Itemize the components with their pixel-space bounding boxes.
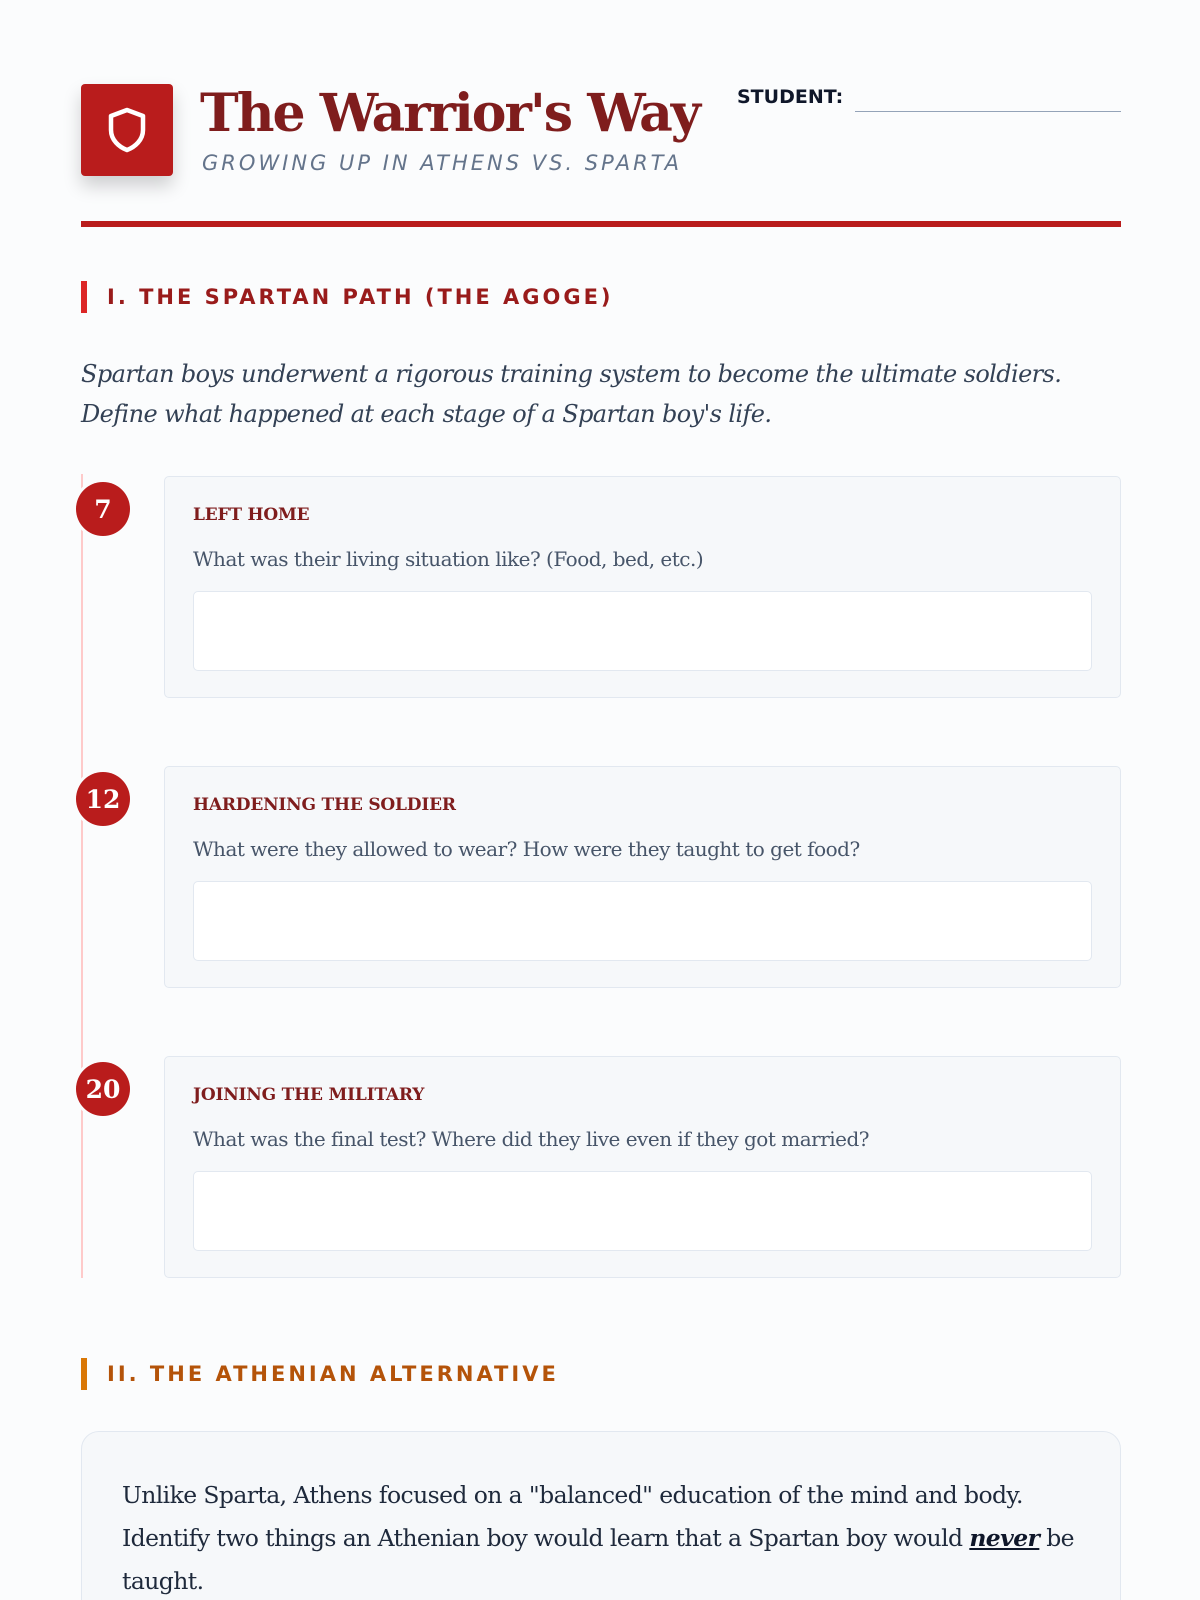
stage-question: What was the final test? Where did they live even if they got married? — [193, 1127, 870, 1151]
logo-badge — [81, 84, 173, 176]
stage-title: HARDENING THE SOLDIER — [193, 795, 456, 815]
section-spartan-header — [81, 281, 614, 313]
age-badge: 7 — [76, 482, 130, 536]
athens-prompt-box — [81, 1431, 1121, 1600]
page-title: The Warrior's Way — [200, 83, 699, 144]
timeline-line — [81, 474, 83, 1278]
section-title: II. THE ATHENIAN ALTERNATIVE — [107, 1362, 559, 1386]
answer-field[interactable] — [193, 1171, 1092, 1251]
section-title: I. THE SPARTAN PATH (THE AGOGE) — [107, 285, 614, 309]
header-divider — [81, 221, 1121, 227]
age-badge: 20 — [76, 1062, 130, 1116]
student-name-field[interactable] — [855, 111, 1121, 112]
section-accent-bar — [81, 281, 87, 313]
stage-card-left-home — [164, 476, 1121, 698]
emphasis-word: never — [969, 1524, 1040, 1552]
page-subtitle: GROWING UP IN ATHENS VS. SPARTA — [202, 151, 682, 175]
stage-question: What was their living situation like? (Food, bed, etc.) — [193, 547, 704, 571]
stage-question: What were they allowed to wear? How were they taught to get food? — [193, 837, 860, 861]
age-badge: 12 — [76, 772, 130, 826]
section-accent-bar — [81, 1358, 87, 1390]
student-label: STUDENT: — [737, 86, 844, 108]
section-athenian-header — [81, 1358, 559, 1390]
stage-title: LEFT HOME — [193, 505, 310, 525]
answer-field[interactable] — [193, 591, 1092, 671]
answer-field[interactable] — [193, 881, 1092, 961]
shield-icon — [104, 105, 150, 155]
section-intro: Spartan boys underwent a rigorous training system to become the ultimate soldiers. Define what happened at each stage of a Spartan boy's life. — [81, 360, 1062, 428]
stage-title: JOINING THE MILITARY — [193, 1085, 425, 1105]
athens-prompt-text: Unlike Sparta, Athens focused on a "balanced" education of the mind and body. Identify two things an Athenian boy would learn that a Spartan boy would — [122, 1481, 1023, 1552]
athens-prompt — [122, 1474, 1102, 1600]
athens-prompt-ending: be taught. — [122, 1524, 1074, 1595]
stage-card-military — [164, 1056, 1121, 1278]
stage-card-hardening — [164, 766, 1121, 988]
